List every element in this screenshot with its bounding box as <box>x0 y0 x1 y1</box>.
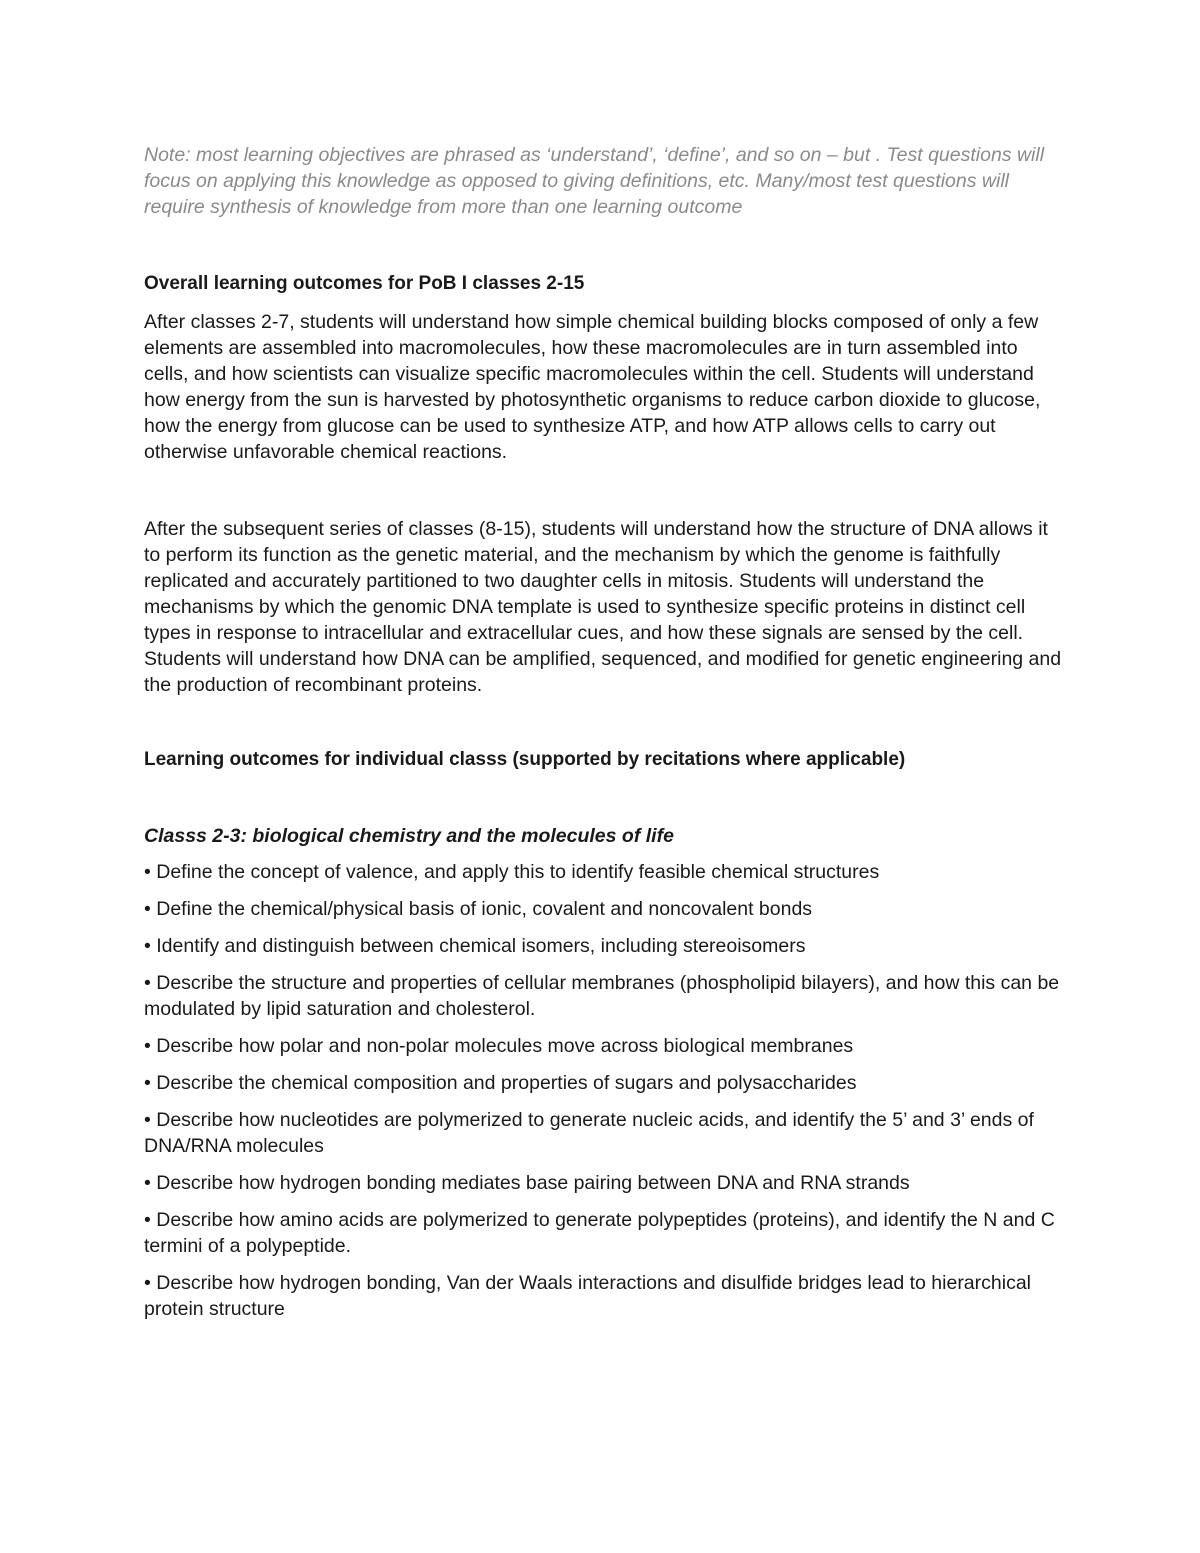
note-paragraph: Note: most learning objectives are phrased as ‘understand’, ‘define’, and so on – but . Test questions will focus on applying this knowledge as opposed to giving definitions, etc. Many/most test questions will require synthesis of knowledge from more than one learning outcome <box>144 144 1045 218</box>
individual-outcomes-heading: Learning outcomes for individual classs (supported by recitations where applicable) <box>144 749 906 770</box>
overall-paragraph-1: After classes 2-7, students will understand how simple chemical building blocks composed of only a few elements are assembled into macromolecules, how these macromolecules are in turn assembled into cells, and how scientists can visualize specific macromolecules within the cell. Students will understand how energy from the sun is harvested by photosynthetic organisms to reduce carbon dioxide to glucose, how the energy from glucose can be used to synthesize ATP, and how ATP allows cells to carry out otherwise unfavorable chemical reactions. <box>144 311 1041 463</box>
list-item: • Describe the chemical composition and properties of sugars and polysaccharides <box>144 1072 857 1094</box>
list-item: • Describe the structure and properties of cellular membranes (phospholipid bilayers), and how this can be modulated by lipid saturation and cholesterol. <box>144 972 1060 1020</box>
overall-paragraph-2: After the subsequent series of classes (8-15), students will understand how the structure of DNA allows it to perform its function as the genetic material, and the mechanism by which the genome is faithfully replicated and accurately partitioned to two daughter cells in mitosis. Students will understand the mechanisms by which the genomic DNA template is used to synthesize specific proteins in distinct cell types in response to intracellular and extracellular cues, and how these signals are sensed by the cell. Students will understand how DNA can be amplified, sequenced, and modified for genetic engineering and the production of recombinant proteins. <box>144 518 1062 696</box>
section-heading: Classs 2-3: biological chemistry and the molecules of life <box>144 825 674 847</box>
list-item: • Define the chemical/physical basis of ionic, covalent and noncovalent bonds <box>144 898 813 920</box>
outcomes-list <box>144 859 1064 1322</box>
list-item: • Describe how polar and non-polar molecules move across biological membranes <box>144 1035 854 1057</box>
list-item: • Describe how amino acids are polymerized to generate polypeptides (proteins), and identify the N and C termini of a polypeptide. <box>144 1209 1055 1257</box>
list-item: • Describe how nucleotides are polymerized to generate nucleic acids, and identify the 5’ and 3’ ends of DNA/RNA molecules <box>144 1109 1034 1157</box>
overall-outcomes-heading: Overall learning outcomes for PoB I classes 2-15 <box>144 273 585 294</box>
list-item: • Describe how hydrogen bonding mediates base pairing between DNA and RNA strands <box>144 1172 910 1194</box>
list-item: • Identify and distinguish between chemical isomers, including stereoisomers <box>144 935 806 957</box>
list-item: • Describe how hydrogen bonding, Van der Waals interactions and disulfide bridges lead to hierarchical protein structure <box>144 1272 1032 1320</box>
document-page <box>144 142 1064 1322</box>
list-item: • Define the concept of valence, and apply this to identify feasible chemical structures <box>144 861 880 883</box>
